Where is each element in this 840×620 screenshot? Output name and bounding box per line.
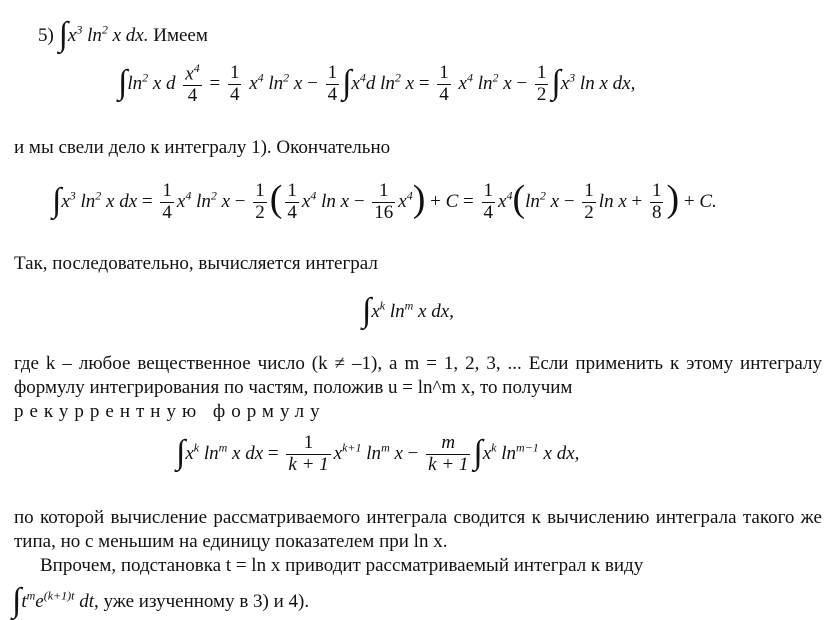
- recurrence-formula: $\int x^k$ $\ln^m x$ dx = $\frac{1}{k + 1}$ $x^{k+1}$ $\ln^m x$ − $\frac{m}{k + 1}$ $\int x^k$ $\ln^{m-1} x$ dx,: [176, 432, 580, 476]
- item-text: Имеем: [153, 25, 208, 46]
- recurrent-formula-label: рекуррентную формулу: [14, 401, 326, 422]
- substitution-paragraph: Впрочем, подстановка t = ln x приводит рассматриваемый интеграл к виду: [40, 555, 644, 576]
- final-text: , уже изученному в 3) и 4).: [94, 591, 310, 612]
- sequence-text: Так, последовательно, вычисляется интеграл: [14, 253, 378, 274]
- item-number: 5): [38, 25, 54, 46]
- item-5-heading: [38, 14, 208, 53]
- where-paragraph: где k – любое вещественное число (k ≠ –1), а m = 1, 2, 3, ... Если применить к этому интегралу формулу интегрирования по частям, положив u = ln^m x, то получим: [14, 353, 822, 398]
- reduction-note: и мы свели дело к интегралу 1). Окончательно: [14, 137, 391, 158]
- formula-final: $\int x^3$ $\ln^2 x$ dx = $\frac{1}{4}$ $x^4$ $\ln^2 x$ − $\frac{1}{2}$ ( $\frac{1}{4}$ $x^4$ ln x − $\frac{1}{16}$ $x^4) + C$ = $\frac{1}{4}$ $x^4(\ln^2$ x − $\frac{1}{2}$ ln x + $\frac{1}{8}$ ) + C.: [52, 178, 717, 224]
- reduction-paragraph: по которой вычисление рассматриваемого интеграла сводится к вычислению интеграла такого же типа, но с меньшим на единицу показателем при ln x.: [14, 507, 822, 552]
- integral-sign: ∫: [58, 16, 68, 53]
- formula-parts: $\int\ln^2$ x d $\frac{x^4}{4}$ = $\frac{1}{4}$ $x^4$ $\ln^2 x$ − $\frac{1}{4}$ $\int x^4d$ $\ln^2 x$ = $\frac{1}{4}$ $x^4$ $\ln^2 x$ − $\frac{1}{2}$ $\int x^3$ ln x dx,: [118, 61, 636, 107]
- general-integral: $\int x^k$ $\ln^m x$ dx,: [362, 292, 454, 329]
- final-line: $\int t^me^{(k+1)t}$ dt, уже изученному в 3) и 4).: [12, 582, 310, 619]
- integrand-formula: $x^3$ $\ln^2 x$ dx.: [67, 22, 149, 46]
